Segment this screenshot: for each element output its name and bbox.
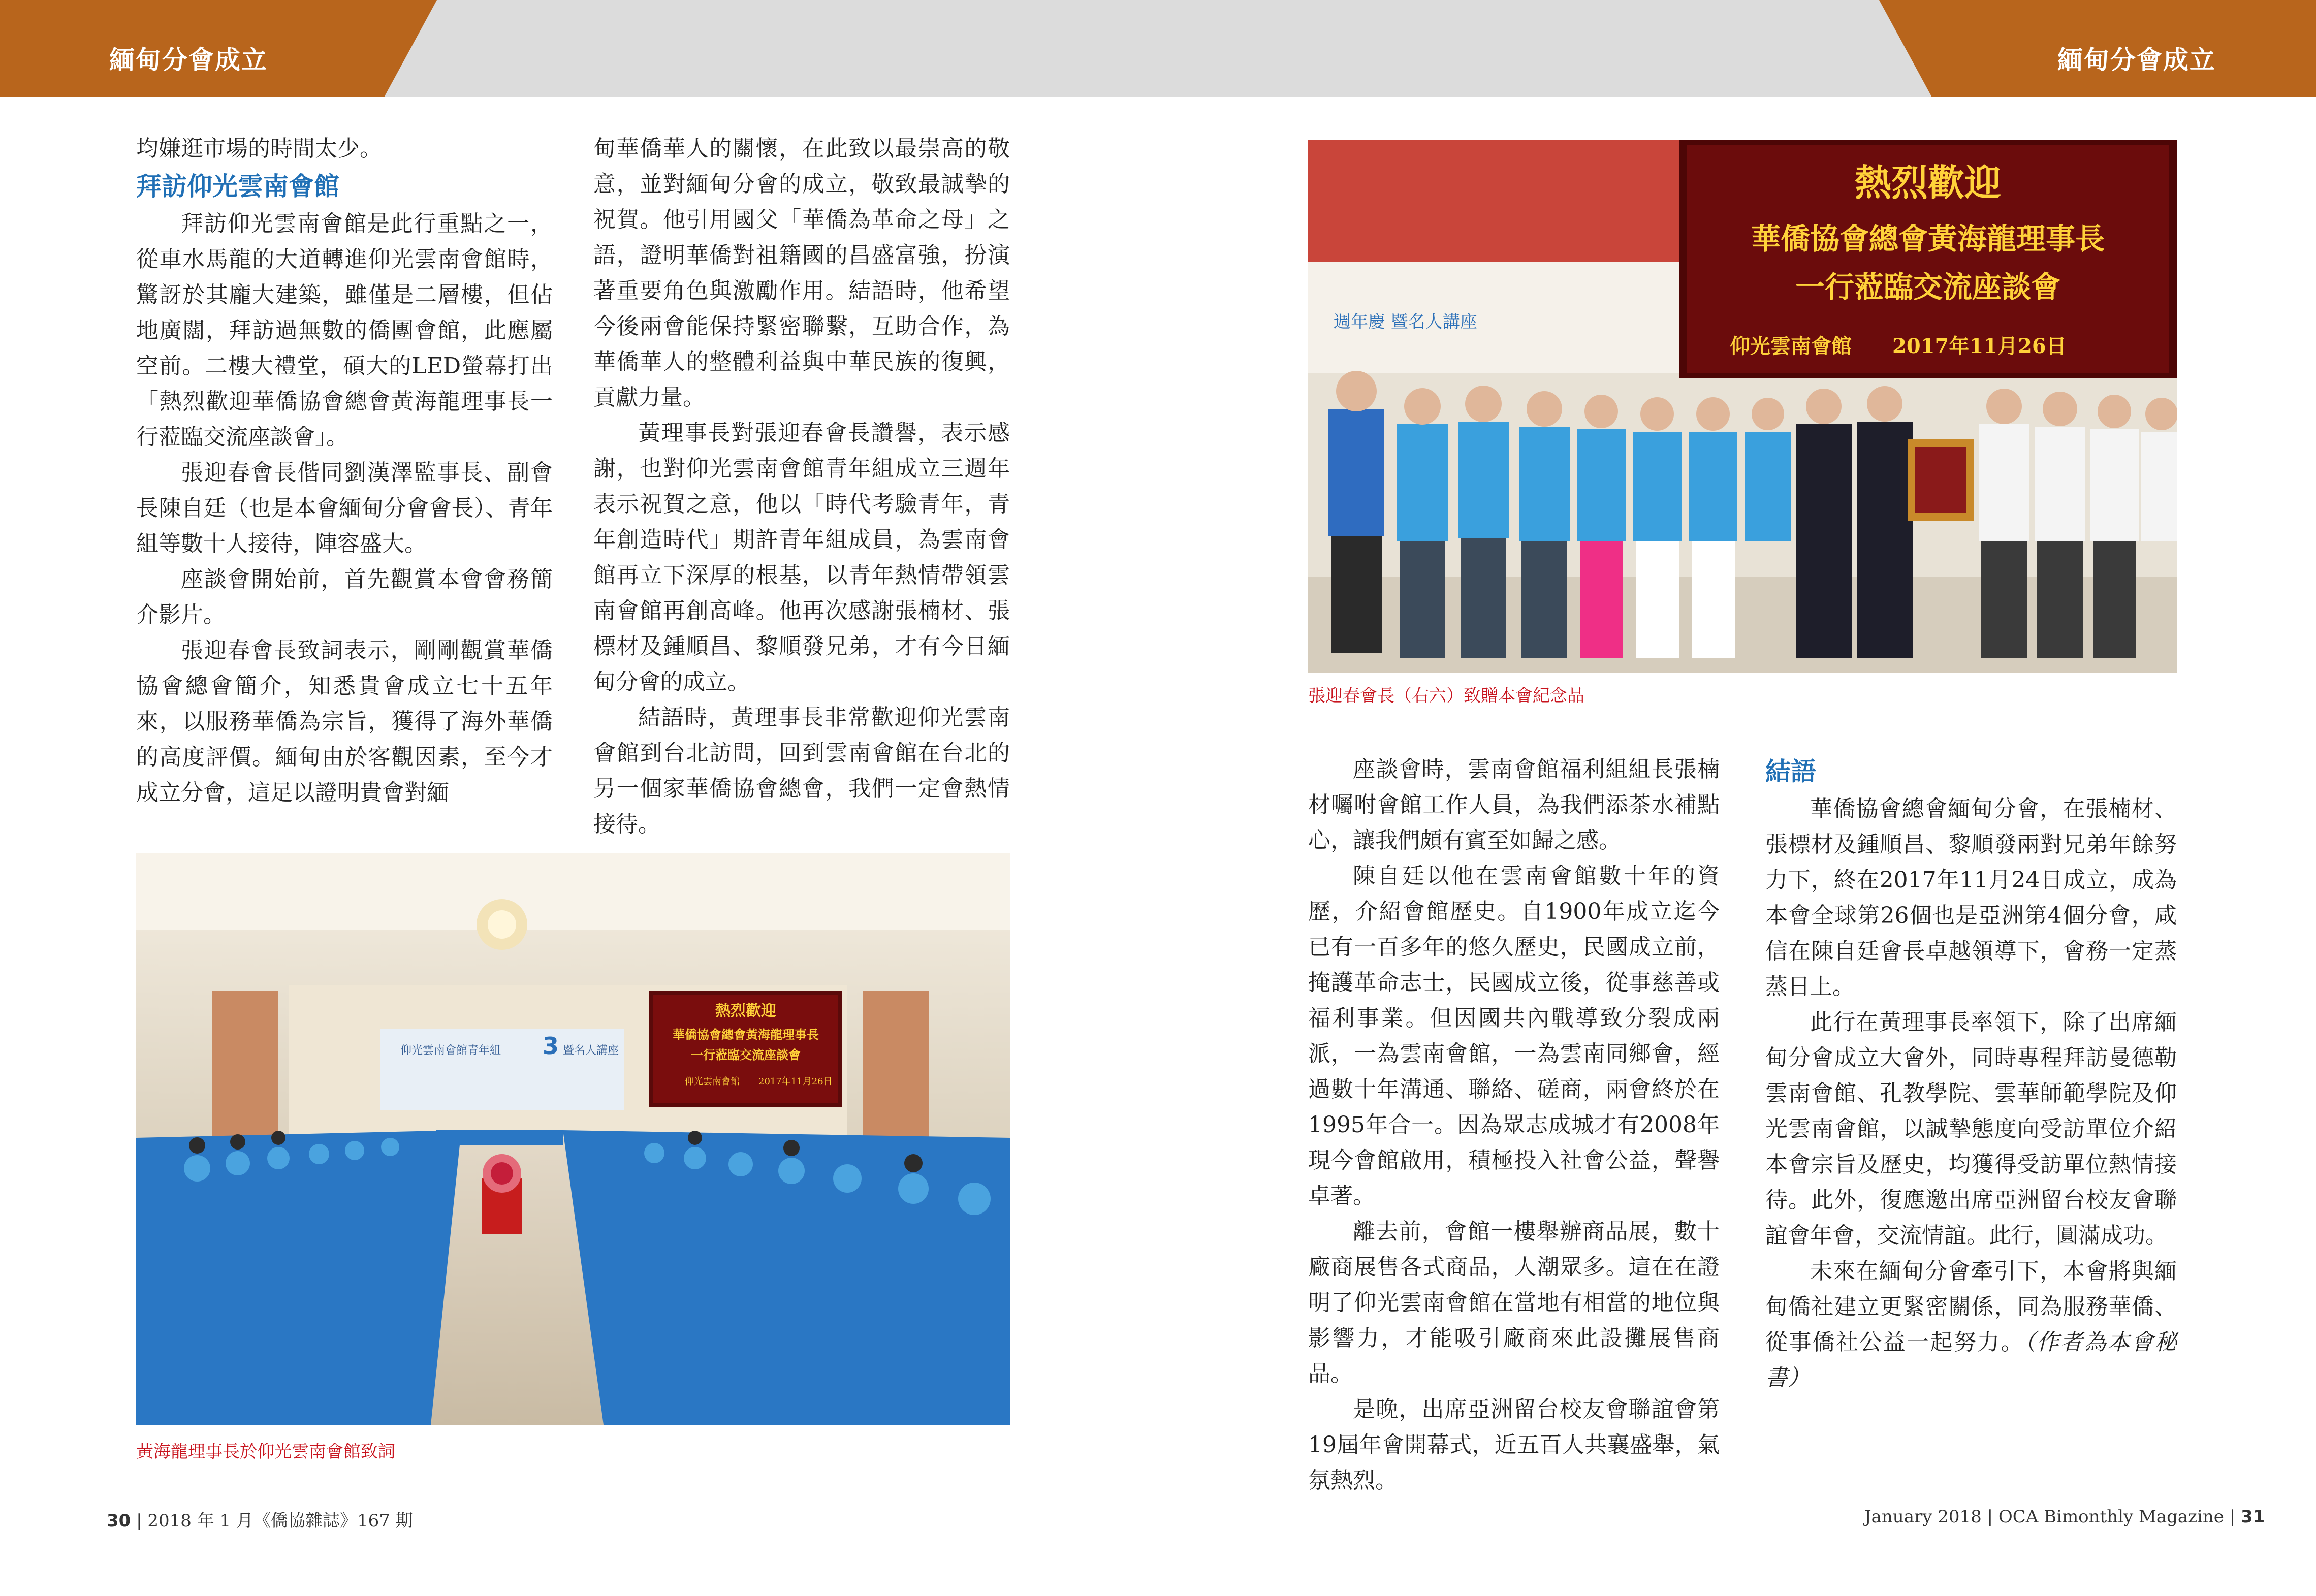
paragraph: 華僑協會總會緬甸分會，在張楠材、張標材及鍾順昌、黎順發兩對兄弟年餘努力下，終在2017年11月24日成立，成為本會全球第26個也是亞洲第4個分會，咸信在陳自廷會長卓越領導下，會務一定蒸蒸日上。 [1765, 796, 2177, 1000]
right-magazine-info: January 2018 | OCA Bimonthly Magazine | [1864, 1507, 2236, 1527]
group-photo [1308, 140, 2177, 673]
right-column-2 [1765, 752, 2177, 1396]
paragraph-text: 未來在緬甸分會牽引下，本會將與緬甸僑社建立更緊密關係，同為服務華僑、從事僑社公益一起努力。 [1765, 1258, 2177, 1355]
screen-line-1: 熱烈歡迎 [715, 1002, 776, 1020]
left-page-number: 30 [107, 1511, 131, 1531]
paragraph: 結語時，黃理事長非常歡迎仰光雲南會館到台北訪問，回到雲南會館在台北的另一個家華僑協會總會，我們一定會熱情接待。 [593, 705, 1010, 837]
svg-text:仰光雲南會館青年組: 仰光雲南會館青年組 [400, 1044, 501, 1057]
meeting-hall-photo [136, 853, 1010, 1425]
left-column-1 [136, 131, 553, 811]
paragraph: 張迎春會長偕同劉漢澤監事長、副會長陳自廷（也是本會緬甸分會會長）、青年組等數十人接待，陣容盛大。 [136, 460, 553, 557]
paragraph: 張迎春會長致詞表示，剛剛觀賞華僑協會總會簡介，知悉貴會成立七十五年來，以服務華僑為宗旨，獲得了海外華僑的高度評價。緬甸由於客觀因素，至今才成立分會，這足以證明貴會對緬 [136, 637, 553, 806]
left-footer: 30 | 2018 年 1 月《僑協雜誌》167 期 [107, 1511, 413, 1531]
paragraph: 黃理事長對張迎春會長讚譽，表示感謝，也對仰光雲南會館青年組成立三週年表示祝賀之意，他以「時代考驗青年，青年創造時代」期許青年組成員，為雲南會館再立下深厚的根基，以青年熱情帶領雲南會館再創高峰。他再次感謝張楠材、張標材及鍾順昌、黎順發兄弟，才有今日緬甸分會的成立。 [593, 420, 1010, 695]
screen-line-1: 熱烈歡迎 [1854, 161, 2002, 204]
screen-line-3: 一行蒞臨交流座談會 [691, 1047, 801, 1062]
right-section-title: 緬甸分會成立 [2057, 45, 2216, 75]
left-issue-info: 2018 年 1 月《僑協雜誌》167 期 [147, 1511, 413, 1531]
right-footer [1864, 1507, 2265, 1527]
screen-org: 仰光雲南會館 [1730, 334, 1852, 358]
screen-line-3: 一行蒞臨交流座談會 [1795, 270, 2061, 304]
paragraph: 拜訪仰光雲南會館是此行重點之一，從車水馬龍的大道轉進仰光雲南會館時，驚訝於其龐大建築，雖僅是二層樓，但佔地廣闊，拜訪過無數的僑團會館，此應屬空前。二樓大禮堂，碩大的LED螢幕打出「熱烈歡迎華僑協會總會黃海龍理事長一行蒞臨交流座談會」。 [136, 211, 553, 450]
paragraph: 是晚，出席亞洲留台校友會聯誼會第19屆年會開幕式，近五百人共襄盛舉，氣氛熱烈。 [1308, 1396, 1720, 1493]
paragraph [1765, 1254, 2177, 1396]
left-photo-caption: 黃海龍理事長於仰光雲南會館致詞 [136, 1442, 395, 1462]
section-heading: 拜訪仰光雲南會館 [136, 172, 339, 201]
section-heading: 結語 [1765, 757, 1816, 786]
paragraph: 甸華僑華人的關懷，在此致以最崇高的敬意，並對緬甸分會的成立，敬致最誠摯的祝賀。他引用國父「華僑為革命之母」之語，證明華僑對祖籍國的昌盛富強，扮演著重要角色與激勵作用。結語時，他希望今後兩會能保持緊密聯繫，互助合作，為華僑華人的整體利益與中華民族的復興，貢獻力量。 [593, 136, 1010, 410]
author-signature: （作者為本會秘書） [1765, 1329, 2177, 1391]
left-column-2 [593, 131, 1010, 842]
left-section-title: 緬甸分會成立 [109, 45, 268, 75]
paragraph: 陳自廷以他在雲南會館數十年的資歷，介紹會館歷史。自1900年成立迄今已有一百多年的悠久歷史，民國成立前，掩護革命志士，民國成立後，從事慈善或福利事業。但因國共內戰導致分裂成兩派，一為雲南會館，一為雲南同鄉會，經過數十年溝通、聯絡、磋商，兩會終於在1995年合一。因為眾志成城才有2008年現今會館啟用，積極投入社會公益，聲譽卓著。 [1308, 863, 1720, 1209]
banner-text: 暨名人講座 [563, 1044, 619, 1057]
right-page-number: 31 [2241, 1507, 2265, 1527]
right-photo-caption: 張迎春會長（右六）致贈本會紀念品 [1308, 686, 1584, 706]
svg-text:3: 3 [543, 1032, 559, 1060]
screen-date: 2017年11月26日 [758, 1076, 833, 1087]
right-column-1 [1308, 752, 1720, 1498]
paragraph: 座談會時，雲南會館福利組組長張楠材囑咐會館工作人員，為我們添茶水補點心，讓我們頗有賓至如歸之感。 [1308, 756, 1720, 853]
banner-text: 週年慶 暨名人講座 [1334, 312, 1477, 332]
screen-line-2: 華僑協會總會黃海龍理事長 [673, 1027, 819, 1042]
paragraph: 均嫌逛市場的時間太少。 [136, 136, 382, 162]
screen-date: 2017年11月26日 [1892, 334, 2067, 358]
paragraph: 座談會開始前，首先觀賞本會會務簡介影片。 [136, 566, 553, 628]
screen-line-2: 華僑協會總會黃海龍理事長 [1751, 221, 2105, 256]
paragraph: 此行在黃理事長率領下，除了出席緬甸分會成立大會外，同時專程拜訪曼德勒雲南會館、孔教學院、雲華師範學院及仰光雲南會館，以誠摯態度向受訪單位介紹本會宗旨及歷史，均獲得受訪單位熱情接待。此外，復應邀出席亞洲留台校友會聯誼會年會，交流情誼。此行，圓滿成功。 [1765, 1009, 2177, 1249]
screen-org: 仰光雲南會館 [685, 1076, 740, 1087]
paragraph: 離去前，會館一樓舉辦商品展，數十廠商展售各式商品，人潮眾多。這在在證明了仰光雲南會館在當地有相當的地位與影響力，才能吸引廠商來此設攤展售商品。 [1308, 1219, 1720, 1387]
